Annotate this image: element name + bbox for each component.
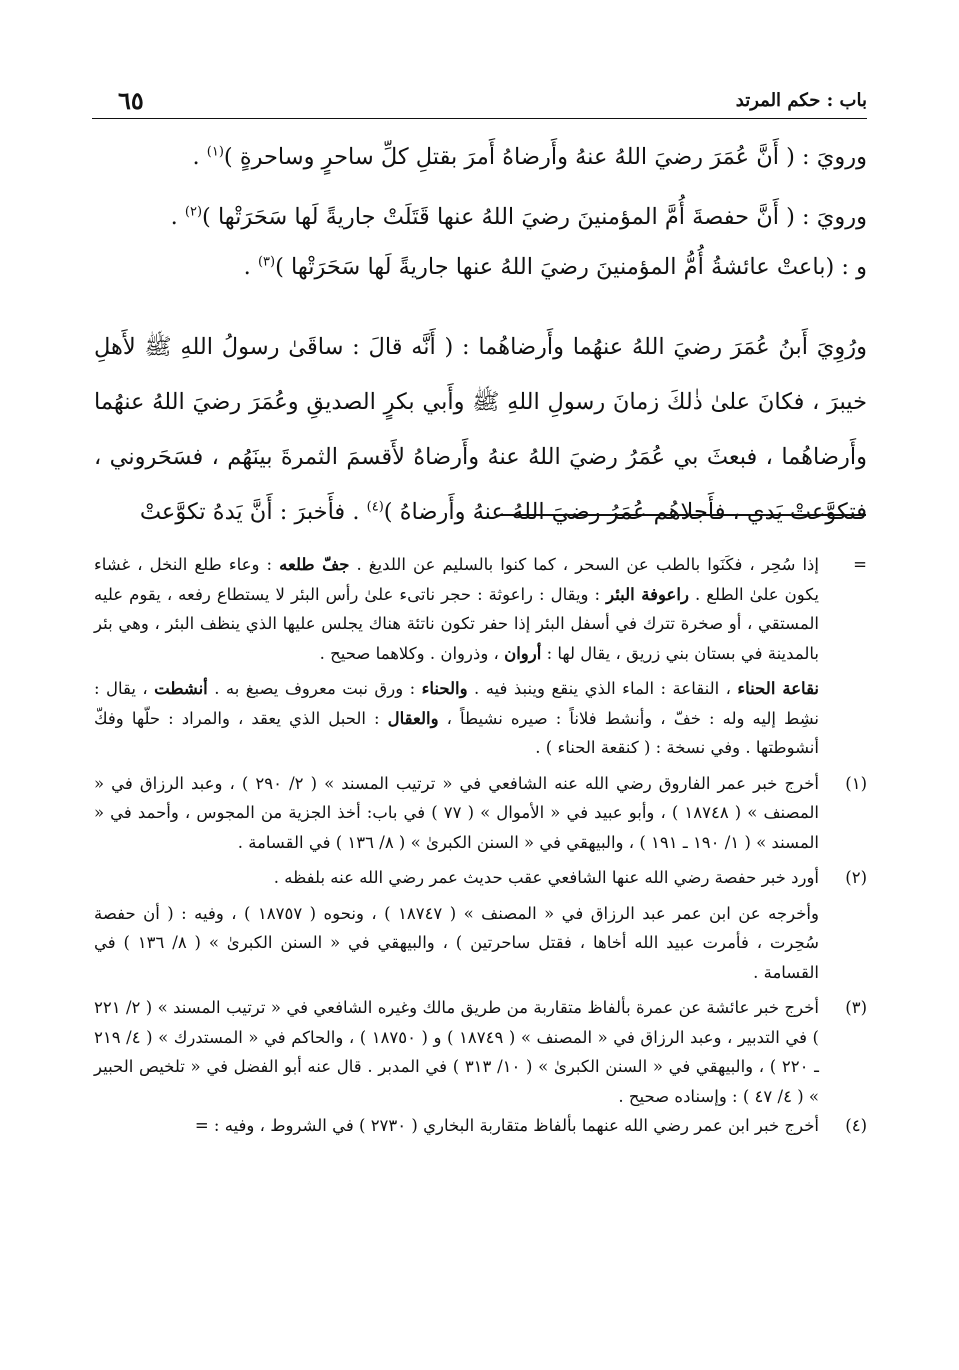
- footnote-term: والعقال: [387, 708, 439, 728]
- footnote-marker-3: (٣): [845, 998, 867, 1017]
- footnote-marker-2: (٢): [845, 868, 867, 887]
- footnote-text: : ويقال : راعوثة : حجر ناتىء علىٰ رأس البئر لا يستطاع رفعه ، يقوم عليه المستقي ، أو صخرة تترك في أسفل البئر إذا حفر تكون ناتئة هناك يجلس عليها الذي ينظف البئر ، وهي بئر بالمدينة في بستان بني زريق ، يقال لها :: [94, 584, 819, 663]
- footnote-1: [94, 769, 867, 858]
- footnote-continuation: [94, 550, 867, 668]
- footnote-text: أخرج خبر عائشة عن عمرة بألفاظ متقاربة من طريق مالك وغيره الشافعي في « ترتيب المسند » ( ٢/ ٢٢١ ) في التدبير ، وعبد الرزاق في « المصنف » ( ١٨٧٤٩ ) و ( ١٨٧٥٠ ) ، والحاكم في « المستدرك » ( ٤/ ٢١٩ ـ ٢٢٠ ) ، والبيهقي في « السنن الكبرىٰ » ( ١٠/ ٣١٣ ) في المدبر . قال عنه أبو الفضل في « تلخيص الحبير » ( ٤/ ٤٧ ) : وإسناده صحيح .: [94, 998, 819, 1106]
- page-number: ٦٥: [118, 86, 144, 115]
- paragraph-tail: . فأَخبرَ : أَنَّ يَدهُ تكوَّعتْ: [139, 499, 367, 525]
- body-paragraph-2: [94, 190, 867, 245]
- footnote-text: أخرج خبر ابن عمر رضي الله عنهما بألفاظ متقاربة البخاري ( ٢٧٣٠ ) في الشروط ، وفيه : =: [194, 1116, 819, 1135]
- footnote-2-continuation: [94, 899, 867, 988]
- body-paragraph-3: [94, 240, 867, 295]
- footnote-4: [94, 1111, 867, 1141]
- paragraph-tail: .: [192, 144, 207, 170]
- footnote-text: ، النقاعة : الماء الذي ينقع وينبذ فيه .: [467, 679, 738, 698]
- paragraph-tail: .: [170, 204, 185, 230]
- footnote-text: وأخرجه عن ابن عمر عبد الرزاق في « المصنف » ( ١٨٧٤٧ ) ، ونحوه ( ١٨٧٥٧ ) ، وفيه : ( أن حفصة سُحِرت ، فأمرت عبيد الله أخاها ، فقتل ساحرتين ) ، والبيهقي في « السنن الكبرىٰ » ( ٨/ ١٣٦ ) في القسامة .: [94, 903, 819, 982]
- footnote-text: إذا سُحِر ، فكَنَوا بالطب عن السحر ، كما كنوا بالسليم عن اللديغ .: [349, 555, 819, 574]
- footnote-2: [94, 863, 867, 893]
- footnote-separator: [500, 514, 866, 516]
- paragraph-text: ورُوِيَ أَبنُ عُمَرَ رضيَ اللهُ عنهُما وأَرضاهُما : ( أَنَّه قالَ : ساقَىٰ رسولُ اللهِ ﷺ لأَهلِ خيبرَ ، فكانَ علىٰ ذٰلكَ زمانَ رسولِ اللهِ ﷺ وأَبي بكرٍ الصديقِ وعُمَرَ رضيَ اللهُ عنهُما وأَرضاهُما ، فبعثَ بي عُمَرُ رضيَ اللهُ عنهُ وأَرضاهُ لأَقسمَ الثمرةَ بينَهُم ، فسَحَروني ، فتكوَّعتْ يَدي ، فأَجلاهُم عُمَرُ رضيَ اللهُ عنهُ وأَرضاهُ ): [94, 334, 867, 525]
- footnote-marker-4: (٤): [845, 1116, 867, 1135]
- footnote-term: راعوفة البئر: [606, 584, 689, 604]
- paragraph-tail: .: [243, 254, 258, 280]
- footnote-text: أخرج خبر عمر الفاروق رضي الله عنه الشافعي في « ترتيب المسند » ( ٢/ ٢٩٠ ) ، وعبد الرزاق في « المصنف » ( ١٨٧٤٨ ) ، وأبو عبيد في « الأموال » ( ٧٧ ) في باب: أخذ الجزية من المجوس ، وأحمد في « المسند » ( ١/ ١٩٠ ـ ١٩١ ) ، والبيهقي في « السنن الكبرىٰ » ( ٨/ ١٣٦ ) في القسامة .: [94, 773, 819, 852]
- footnote-text: : وعاء طلع النخل ، غشاء يكون علىٰ الطلع .: [94, 555, 820, 604]
- continuation-marker: =: [853, 555, 867, 574]
- header-rule: [92, 118, 867, 119]
- footnote-ref-1[interactable]: (١): [206, 144, 224, 160]
- page-header: [110, 86, 867, 120]
- footnote-term: جفّ طلعه: [279, 555, 350, 574]
- footnote-text: : ورق نبت معروف يصبغ به .: [207, 679, 422, 698]
- body-paragraph-4: [94, 320, 867, 540]
- footnote-ref-3[interactable]: (٣): [257, 254, 276, 270]
- paragraph-text: ورويَ : ( أَنَّ حفصةَ أُمَّ المؤمنينَ رضيَ اللهُ عنها قَتَلَتْ جاريةً لَها سَحَرَتْها ): [202, 204, 867, 230]
- footnote-text: : الحبل الذي يعقد ، والمراد : حلّها وفكّ أنشوطتها . وفي نسخة : ( كنقعة الحناء ) .: [94, 708, 819, 757]
- footnote-text: ، يقال : نشِط إليه وله : خفّ ، وأنشط فلاناً : صيره نشيطاً ،: [94, 679, 820, 728]
- footnote-term: والحناء: [421, 679, 468, 698]
- running-title: باب : حكم المرتد: [735, 90, 867, 111]
- footnote-term: أنشطت: [154, 679, 208, 698]
- footnote-text: أورد خبر حفصة رضي الله عنها الشافعي عقب حديث عمر رضي الله عنه بلفظه .: [273, 868, 819, 887]
- paragraph-text: ورويَ : ( أَنَّ عُمَرَ رضيَ اللهُ عنهُ وأَرضاهُ أَمرَ بقتلِ كلِّ ساحرٍ وساحرةٍ ): [223, 144, 867, 170]
- footnote-3: [94, 993, 867, 1111]
- footnote-continuation-2: [94, 674, 867, 763]
- footnote-term: أروان: [504, 643, 542, 663]
- body-paragraph-1: [94, 130, 867, 185]
- footnote-text: ، وذروان . وكلاهما صحيح .: [319, 643, 505, 663]
- footnote-term: نقاعة الحناء: [737, 679, 820, 698]
- footnote-marker-1: (١): [845, 773, 867, 793]
- footnotes: [94, 550, 867, 1141]
- footnote-ref-4[interactable]: (٤): [366, 499, 384, 515]
- footnote-ref-2[interactable]: (٢): [184, 204, 203, 220]
- paragraph-text: و : (باعتْ عائشةُ أُمُّ المؤمنينَ رضيَ اللهُ عنها جاريةً لَها سَحَرَتْها ): [275, 254, 867, 280]
